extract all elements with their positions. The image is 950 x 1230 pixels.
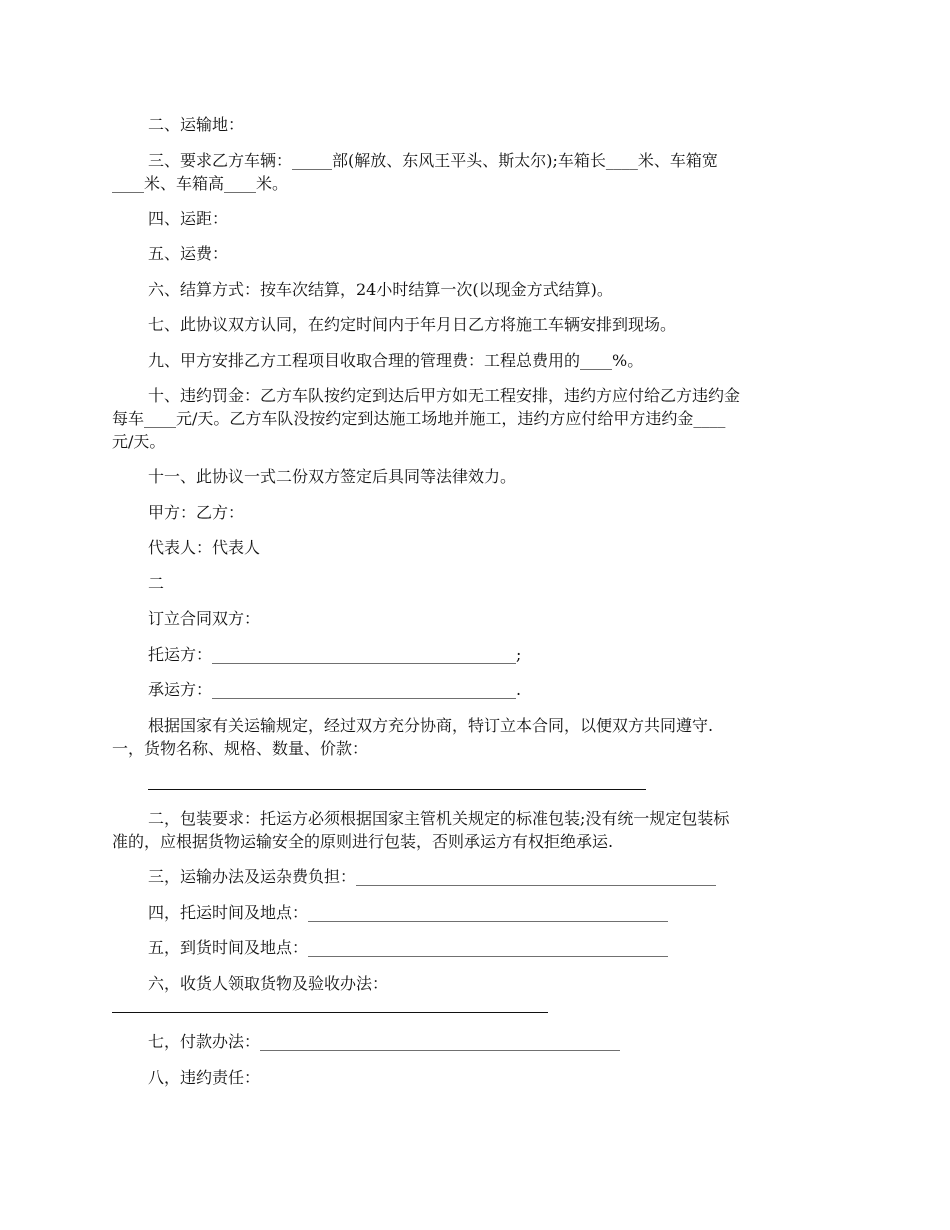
preamble: 根据国家有关运输规定，经过双方充分协商，特订立本合同，以便双方共同遵守.	[148, 716, 714, 735]
contract-parties-heading: 订立合同双方：	[148, 609, 261, 628]
shipper-field: 托运方：______________________________________;	[148, 645, 522, 664]
clause-transport-location: 二、运输地：	[148, 115, 245, 134]
payment-clause: 七，付款办法：_____________________________________________	[148, 1032, 621, 1051]
goods-clause: 一，货物名称、规格、数量、价款：	[112, 739, 369, 758]
clause-penalty-cont-2: 元/天。	[112, 432, 166, 451]
signature-parties: 甲方：乙方：	[148, 503, 245, 522]
clause-agreement: 七、此协议双方认同，在约定时间内于年月日乙方将施工车辆安排到现场。	[148, 315, 677, 334]
section-heading-two: 二	[148, 574, 165, 593]
receipt-inspection-clause: 六，收货人领取货物及验收办法：	[148, 974, 389, 993]
carrier-field: 承运方：______________________________________.	[148, 680, 522, 699]
packaging-clause-cont: 准的，应根据货物运输安全的原则进行包装，否则承运方有权拒绝承运.	[112, 832, 614, 851]
clause-penalty: 十、违约罚金：乙方车队按约定到达后甲方如无工程安排，违约方应付给乙方违约金	[148, 386, 741, 405]
arrival-time-clause: 五，到货时间及地点：_____________________________________________	[148, 938, 669, 957]
receipt-fill-line	[112, 1012, 548, 1013]
signature-representatives: 代表人：代表人	[148, 538, 261, 557]
clause-settlement: 六、结算方式：按车次结算，24小时结算一次(以现金方式结算)。	[148, 280, 613, 299]
transport-fee-clause: 三，运输办法及运杂费负担：_____________________________________________	[148, 867, 717, 886]
clause-freight: 五、运费：	[148, 244, 229, 263]
goods-fill-line	[148, 789, 646, 790]
clause-distance: 四、运距：	[148, 209, 229, 228]
clause-vehicle-requirements-cont: ____米、车箱高____米。	[112, 174, 289, 193]
shipping-time-clause: 四，托运时间及地点：_____________________________________________	[148, 903, 669, 922]
liability-clause: 八，违约责任：	[148, 1068, 261, 1087]
clause-validity: 十一、此协议一式二份双方签定后具同等法律效力。	[148, 467, 517, 486]
packaging-clause: 二，包装要求：托运方必须根据国家主管机关规定的标准包装;没有统一规定包装标	[148, 809, 730, 828]
clause-management-fee: 九、甲方安排乙方工程项目收取合理的管理费：工程总费用的____%。	[148, 351, 644, 370]
clause-penalty-cont-1: 每车____元/天。乙方车队没按约定到达施工场地并施工，违约方应付给甲方违约金____	[112, 409, 726, 428]
clause-vehicle-requirements: 三、要求乙方车辆：_____部(解放、东风王平头、斯太尔);车箱长____米、车箱宽	[148, 151, 718, 170]
